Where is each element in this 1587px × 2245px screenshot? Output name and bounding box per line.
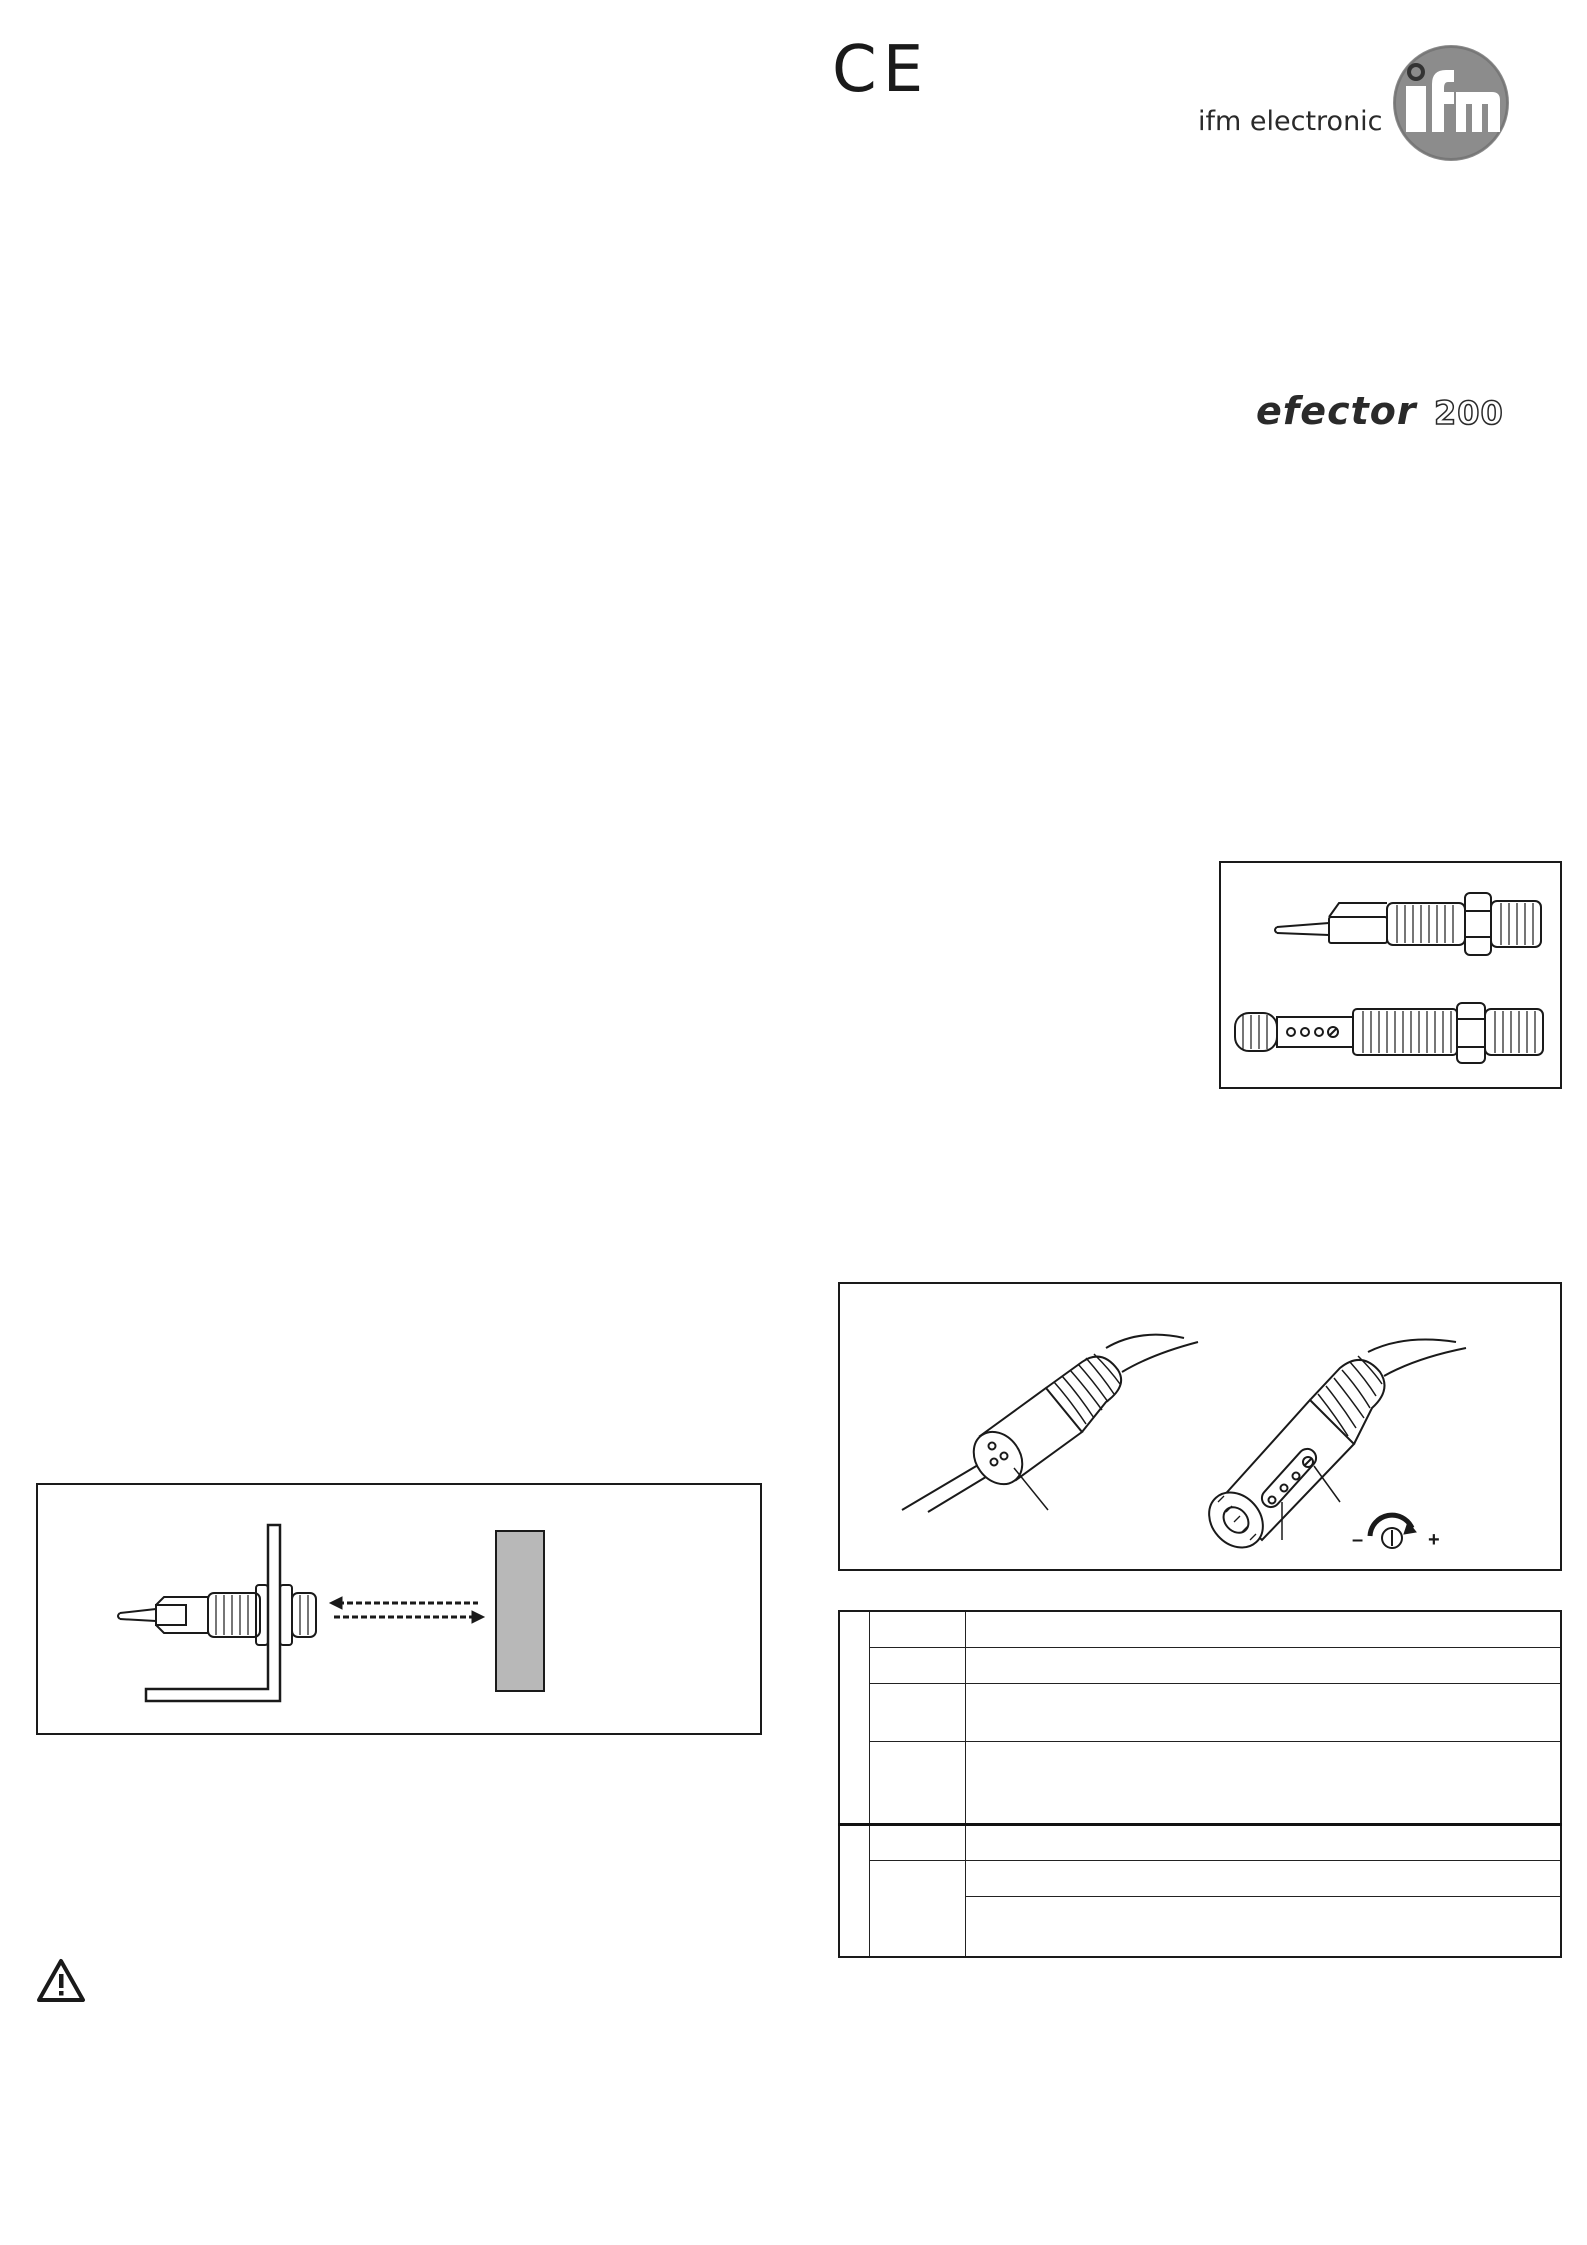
warning-icon (36, 1958, 86, 2004)
table-row (839, 1742, 1561, 1824)
mounted-sensor (118, 1585, 316, 1645)
sensor-variants-figure (1219, 861, 1562, 1089)
table-row (839, 1860, 1561, 1896)
section-marker (839, 1824, 869, 1957)
row-label (869, 1647, 965, 1683)
spec-table (838, 1610, 1562, 1958)
row-label (869, 1683, 965, 1741)
row-value (965, 1860, 1561, 1896)
table-row (839, 1647, 1561, 1683)
cable-sensor (1275, 893, 1541, 955)
table-row (839, 1611, 1561, 1647)
table-row (839, 1824, 1561, 1860)
row-value (965, 1897, 1561, 1957)
efector200-logo (1256, 388, 1528, 432)
section-marker (839, 1611, 869, 1824)
ce-mark: CE (832, 33, 930, 107)
adjust-plus-label: + (1428, 1529, 1440, 1551)
company-name: ifm electronic (1198, 106, 1383, 137)
adjust-minus-label: – (1352, 1529, 1364, 1551)
svg-text:200: 200 (1434, 394, 1504, 432)
svg-text:efector: efector (1256, 389, 1417, 432)
row-label (869, 1611, 965, 1647)
connector-sensor-closeup (1198, 1340, 1466, 1559)
connector-sensor (1235, 1003, 1543, 1063)
row-label (869, 1742, 965, 1824)
mounting-figure (36, 1483, 762, 1735)
row-label (869, 1860, 965, 1957)
cable-sensor-closeup (902, 1335, 1198, 1512)
connection-detail-figure (838, 1282, 1562, 1571)
table-row (839, 1683, 1561, 1741)
sensing-direction-arrows (330, 1597, 484, 1623)
row-value (965, 1742, 1561, 1824)
target-object (496, 1531, 544, 1691)
row-value (965, 1611, 1561, 1647)
row-value (965, 1824, 1561, 1860)
row-value (965, 1683, 1561, 1741)
ifm-logo (1392, 44, 1510, 162)
row-value (965, 1647, 1561, 1683)
adjust-dial-icon (1370, 1515, 1416, 1548)
row-label (869, 1824, 965, 1860)
